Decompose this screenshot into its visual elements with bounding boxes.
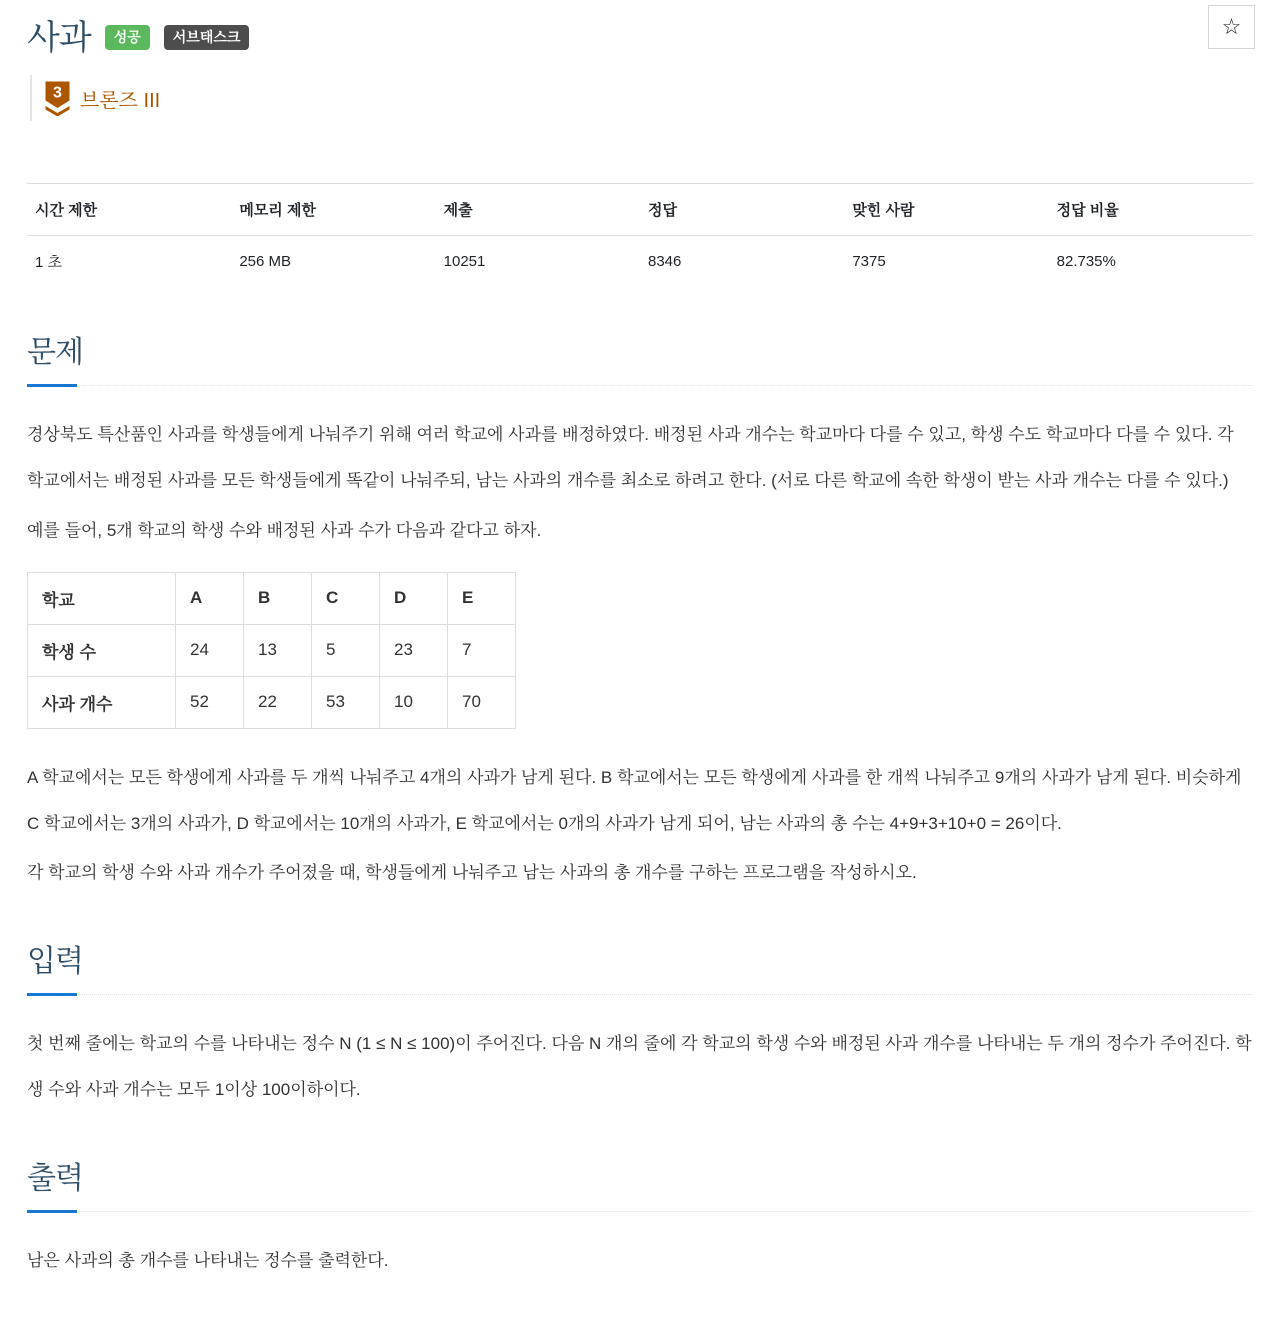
input-paragraph: 첫 번째 줄에는 학교의 수를 나타내는 정수 N (1 ≤ N ≤ 100)이 주어진다. 다음 N 개의 줄에 각 학교의 학생 수와 배정된 사과 개수를 나타내는 두 개의 정수가 주어진다. 학생 수와 사과 개수는 모두 1이상 100이하이다. [27, 1034, 1252, 1100]
bronze-tier-icon [44, 80, 71, 116]
example-cell: 24 [176, 624, 244, 676]
stats-value-accepted: 8346 [647, 253, 682, 270]
example-cell: 13 [244, 624, 312, 676]
problem-paragraph-1: 경상북도 특산품인 사과를 학생들에게 나눠주기 위해 여러 학교에 사과를 배정하였다. 배정된 사과 개수는 학교마다 다를 수 있고, 학생 수도 학교마다 다를 수 있다. 각 학교에서는 배정된 사과를 모든 학생들에게 똑같이 나눠주되, 남는 사과의 개수를 최소로 하려고 한다. (서로 다른 학교에 속한 학생이 받는 사과 개수는 다를 수 있다.) [27, 425, 1234, 490]
example-cell: 52 [176, 676, 244, 728]
stats-header-solvers: 맞힌 사람 [844, 184, 1048, 236]
section-heading-input: 입력 [27, 936, 1253, 995]
page-title: 사과 [27, 19, 91, 57]
example-cell: 22 [244, 676, 312, 728]
favorite-star-button[interactable] [1208, 5, 1255, 49]
output-paragraph: 남은 사과의 총 개수를 나타내는 정수를 출력한다. [27, 1251, 389, 1271]
example-table [27, 572, 516, 729]
tier-row[interactable] [30, 75, 1253, 121]
subtask-badge: 서브태스크 [164, 25, 250, 50]
tier-name: 브론즈 III [80, 89, 161, 112]
example-row-apples [28, 676, 516, 728]
stats-header-submissions: 제출 [436, 184, 640, 236]
stats-header-row [27, 184, 1253, 236]
example-header-a: A [176, 572, 244, 624]
stats-header-accepted: 정답 [640, 184, 844, 236]
stats-value-solvers: 7375 [852, 253, 886, 270]
stats-value-submissions: 10251 [443, 253, 486, 270]
example-table-header-row [28, 572, 516, 624]
status-badge-success: 성공 [105, 25, 150, 50]
problem-paragraph-3: A 학교에서는 모든 학생에게 사과를 두 개씩 나눠주고 4개의 사과가 남게 된다. B 학교에서는 모든 학생에게 사과를 한 개씩 나눠주고 9개의 사과가 남게 된다. 비슷하게 C 학교에서는 3개의 사과가, D 학교에서는 10개의 사과가, E 학교에서는 0개의 사과가 남게 되어, 남는 사과의 총 수는 4+9+3+10+0 = 26이다. [27, 767, 1242, 833]
stats-value-accept-ratio: 82.735% [1056, 253, 1116, 270]
example-row-students [28, 624, 516, 676]
example-cell: 53 [312, 676, 380, 728]
svg-text:3: 3 [53, 84, 62, 102]
example-header-d: D [380, 572, 448, 624]
problem-paragraph-2: 예를 들어, 5개 학교의 학생 수와 배정된 사과 수가 다음과 같다고 하자. [27, 520, 542, 540]
stats-value-time-limit: 1 초 [35, 254, 62, 271]
title-row [27, 10, 1253, 59]
example-header-b: B [244, 572, 312, 624]
stats-header-memory-limit: 메모리 제한 [231, 184, 435, 236]
example-row-label: 학생 수 [28, 624, 176, 676]
example-cell: 10 [380, 676, 448, 728]
example-header-school: 학교 [28, 572, 176, 624]
example-cell: 70 [448, 676, 516, 728]
example-cell: 5 [312, 624, 380, 676]
section-heading-problem: 문제 [27, 327, 1253, 386]
problem-paragraph-4: 각 학교의 학생 수와 사과 개수가 주어졌을 때, 학생들에게 나눠주고 남는 사과의 총 개수를 구하는 프로그램을 작성하시오. [27, 863, 917, 883]
example-header-c: C [312, 572, 380, 624]
example-row-label: 사과 개수 [28, 676, 176, 728]
stats-table [27, 183, 1253, 287]
example-cell: 7 [448, 624, 516, 676]
example-cell: 23 [380, 624, 448, 676]
section-heading-output: 출력 [27, 1153, 1253, 1212]
stats-header-accept-ratio: 정답 비율 [1049, 184, 1253, 236]
stats-value-memory-limit: 256 MB [239, 253, 292, 270]
stats-value-row [27, 236, 1253, 288]
example-header-e: E [448, 572, 516, 624]
stats-header-time-limit: 시간 제한 [27, 184, 231, 236]
star-icon: ☆ [1221, 14, 1242, 39]
